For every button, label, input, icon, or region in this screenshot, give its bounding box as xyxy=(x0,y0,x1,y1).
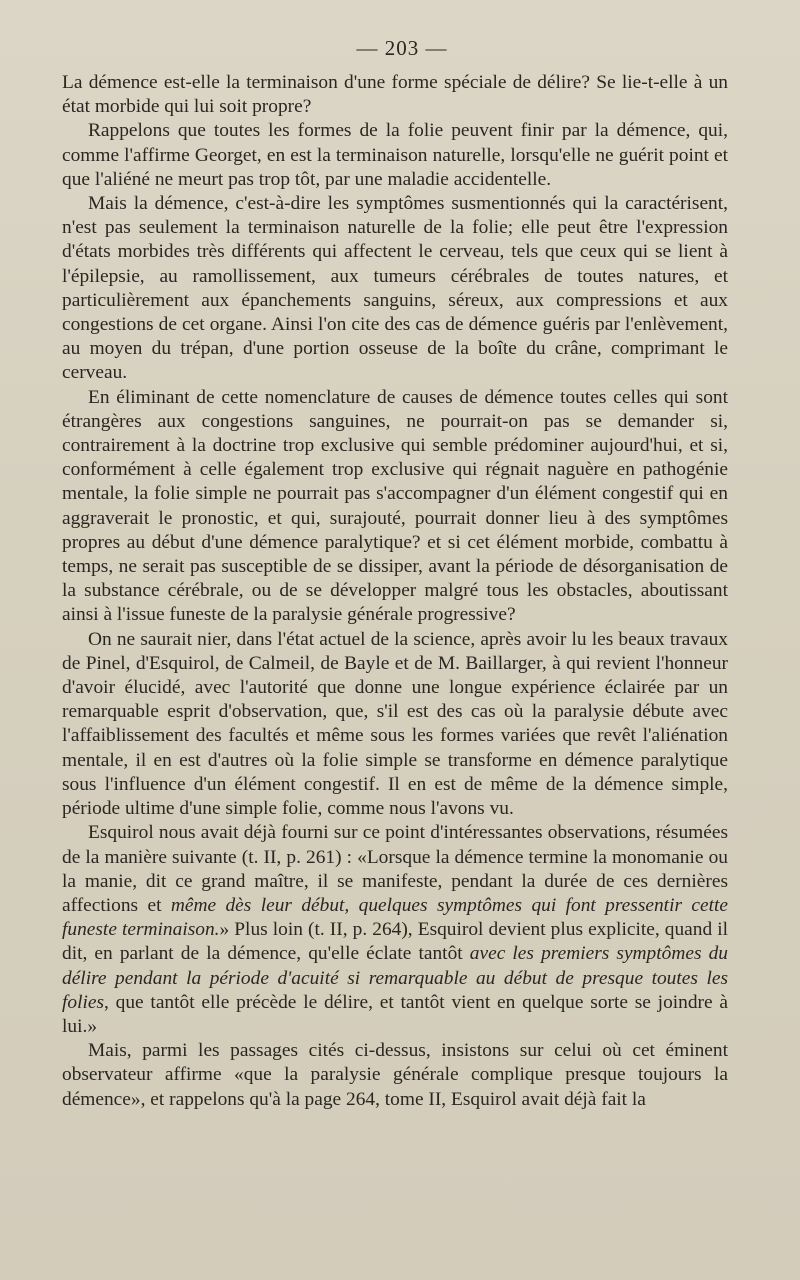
paragraph xyxy=(62,119,728,192)
text-span: Rappelons que toutes les formes de la folie peuvent finir par la démence, qui, comme l'affirme Georget, en est la terminaison naturelle, lorsqu'elle ne guérit point et que l'aliéné ne meurt pas trop tôt, par une maladie accidentelle. xyxy=(62,120,728,190)
text-span: La démence est-elle la terminaison d'une forme spéciale de délire? Se lie-t-elle à un état morbide qui lui soit propre? xyxy=(62,72,728,118)
text-span: Mais, parmi les passages cités ci-dessus, insistons sur celui où cet éminent observateur affirme «que la paralysie générale complique presque toujours la démence», et rappelons qu'à la page 264, tome II, Esquirol avait déjà fait la xyxy=(62,1040,728,1110)
paragraph xyxy=(62,628,728,822)
page-number: — 203 — xyxy=(356,36,448,60)
body-text xyxy=(62,71,728,1112)
text-span: Mais la démence, c'est-à-dire les symptômes susmentionnés qui la caractérisent, n'est pas seulement la terminaison naturelle de la folie; elle peut être l'expression d'états morbides très différents qui affectent le cerveau, tels que ceux qui se lient à l'épilepsie, au ramollissement, aux tumeurs cérébrales de toutes natures, et particulièrement aux épanchements sanguins, séreux, aux compressions et aux congestions de cet organe. Ainsi l'on cite des cas de démence guéris par l'enlèvement, au moyen du trépan, d'une portion osseuse de la boîte du crâne, comprimant le cerveau. xyxy=(62,193,728,384)
text-span: Esquirol nous avait déjà fourni sur ce point d'intéressantes observations, résumées de la manière suivante (t. II, p. 261) : «Lorsque la démence termine la monomanie ou la manie, dit ce grand maître, il se manifeste, pendant la durée de ces dernières affections et xyxy=(62,822,728,916)
paragraph xyxy=(62,386,728,628)
paragraph xyxy=(62,71,728,119)
italic-text-span: même dès leur début, quelques symptômes qui font pressentir cette funeste terminaison. xyxy=(62,894,728,941)
text-span: » Plus loin (t. II, p. 264), Esquirol devient plus explicite, quand il dit, en parlant de la démence, qu'elle éclate tantôt xyxy=(62,919,728,965)
paragraph xyxy=(62,1039,728,1112)
paragraph xyxy=(62,821,728,1039)
text-span: On ne saurait nier, dans l'état actuel de la science, après avoir lu les beaux travaux de Pinel, d'Esquirol, de Calmeil, de Bayle et de M. Baillarger, à qui revient l'honneur d'avoir élucidé, avec l'autorité que donne une longue expérience éclairée par un remarquable esprit d'observation, que, s'il est des cas où la paralysie débute avec l'affaiblissement des facultés et même sous les formes variées que revêt l'aliénation mentale, il en est d'autres où la folie simple se transforme en démence paralytique sous l'influence d'un élément congestif. Il en est de même de la démence simple, période ultime d'une simple folie, comme nous l'avons vu. xyxy=(62,628,728,820)
italic-text-span: avec les premiers symptômes du délire pendant la période d'acuité si remarquable au début de presque toutes les folies xyxy=(62,943,728,1013)
text-span: En éliminant de cette nomenclature de causes de démence toutes celles qui sont étrangères aux congestions sanguines, ne pourrait-on pas se demander si, contrairement à la doctrine trop exclusive qui semble prédominer aujourd'hui, et si, conformément à celle également trop exclusive qui régnait naguère en pathogénie mentale, la folie simple ne pourrait pas s'accompagner d'un élément congestif qui en aggraverait le pronostic, et qui, surajouté, pourrait donner lieu à des symptômes propres au début d'une démence paralytique? et si cet élément morbide, combattu à temps, ne serait pas susceptible de se dissiper, avant la période de désorganisation de la substance cérébrale, ou de se développer malgré tous les obstacles, aboutissant ainsi à l'issue funeste de la paralysie générale progressive? xyxy=(62,386,728,626)
paragraph xyxy=(62,192,728,386)
text-span: , que tantôt elle précède le délire, et tantôt vient en quelque sorte se joindre à lui.» xyxy=(62,991,728,1037)
